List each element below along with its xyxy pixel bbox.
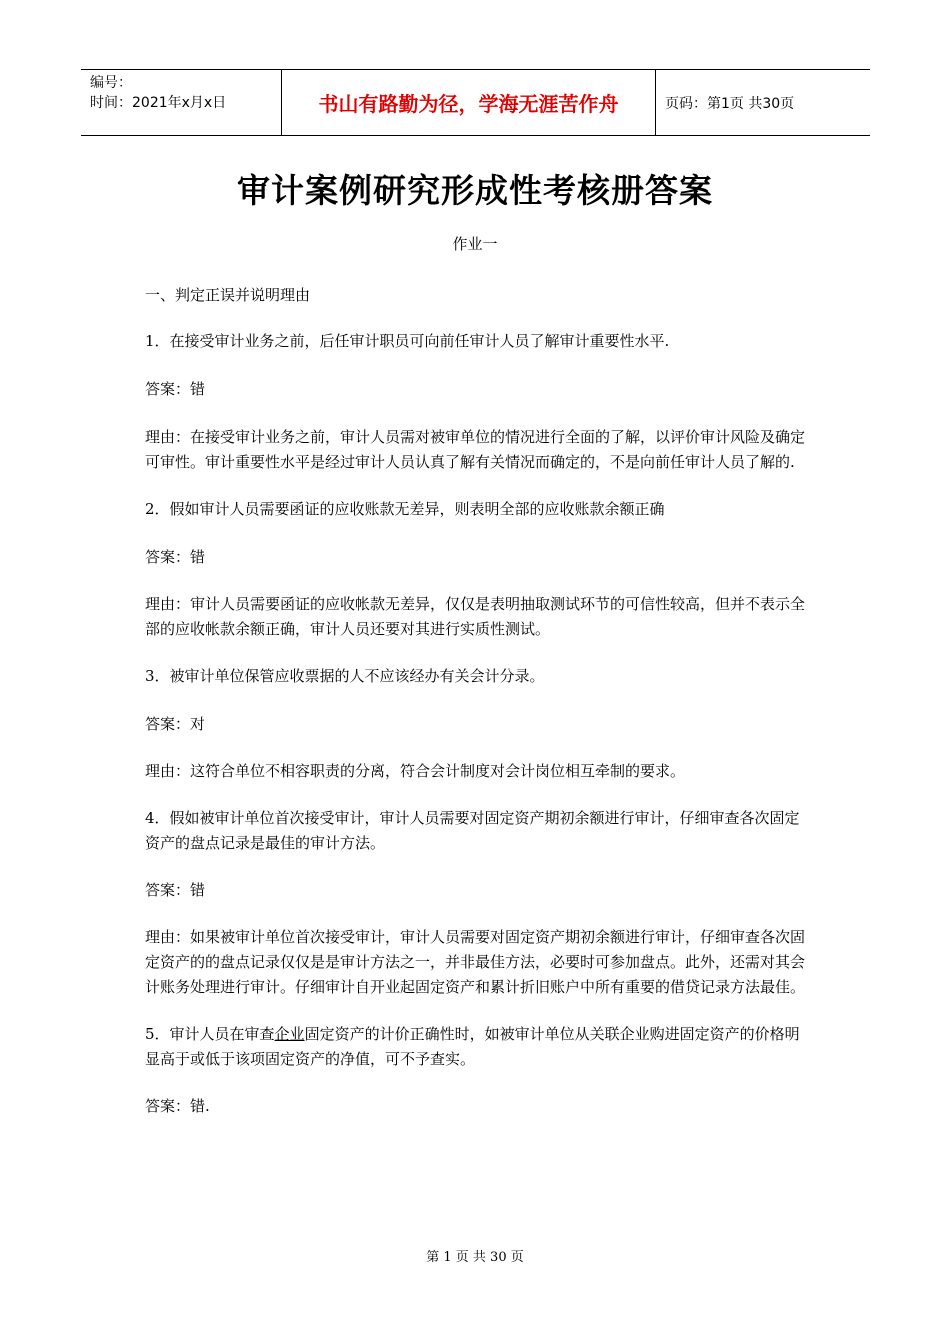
assignment-subtitle: 作业一 xyxy=(452,235,498,253)
answer-4: 答案：错 xyxy=(145,881,206,899)
document-title: 审计案例研究形成性考核册答案 xyxy=(237,171,713,210)
time-label: 时间：2021年x月x日 xyxy=(90,95,227,111)
motto-text: 书山有路勤为径，学海无涯苦作舟 xyxy=(318,92,619,116)
answer-5: 答案：错. xyxy=(145,1097,210,1115)
page-footer: 第 1 页 共 30 页 xyxy=(426,1250,524,1265)
number-label: 编号： xyxy=(90,75,132,91)
page-info-cell xyxy=(656,70,870,135)
page-info-text: 页码：第1页 共30页 xyxy=(665,95,795,112)
document-body xyxy=(145,283,811,1119)
header-meta-cell xyxy=(81,70,282,135)
question-5-underlined-word: 企业 xyxy=(274,1025,305,1043)
answer-3: 答案：对 xyxy=(145,715,206,733)
reason-2: 理由：审计人员需要函证的应收帐款无差异，仅仅是表明抽取测试环节的可信性较高，但并不表示全部的应收帐款余额正确，审计人员还要对其进行实质性测试。 xyxy=(145,595,806,638)
question-4: 4．假如被审计单位首次接受审计，审计人员需要对固定资产期初余额进行审计，仔细审查各次固定资产的盘点记录是最佳的审计方法。 xyxy=(145,809,800,852)
motto-cell xyxy=(282,70,656,135)
reason-1: 理由：在接受审计业务之前，审计人员需对被审单位的情况进行全面的了解，以评价审计风险及确定可审性。审计重要性水平是经过审计人员认真了解有关情况而确定的，不是向前任审计人员了解的. xyxy=(145,428,806,471)
reason-4: 理由：如果被审计单位首次接受审计，审计人员需要对固定资产期初余额进行审计，仔细审查各次固定资产的的盘点记录仅仅是是审计方法之一，并非最佳方法，必要时可参加盘点。此外，还需对其会计账务处理进行审计。仔细审计自开业起固定资产和累计折旧账户中所有重要的借贷记录方法最佳。 xyxy=(145,928,806,996)
document-header-table xyxy=(81,69,870,136)
reason-3: 理由：这符合单位不相容职责的分离，符合会计制度对会计岗位相互牵制的要求。 xyxy=(145,762,686,780)
question-1: 1．在接受审计业务之前，后任审计职员可向前任审计人员了解审计重要性水平. xyxy=(145,332,670,350)
question-2: 2．假如审计人员需要函证的应收账款无差异，则表明全部的应收账款余额正确 xyxy=(145,500,665,518)
question-5-prefix: 5．审计人员在审查 xyxy=(145,1025,275,1043)
question-5-suffix: 固定资产的计价正确性时，如被审计单位从关联企业购进固定资产的价格明显高于或低于该项固定资产的净值，可不予查实。 xyxy=(145,1025,800,1068)
question-3: 3．被审计单位保管应收票据的人不应该经办有关会计分录。 xyxy=(145,667,545,685)
section-heading: 一、判定正误并说明理由 xyxy=(145,286,311,304)
answer-2: 答案：错 xyxy=(145,548,206,566)
question-5 xyxy=(145,1022,811,1072)
answer-1: 答案：错 xyxy=(145,380,206,398)
